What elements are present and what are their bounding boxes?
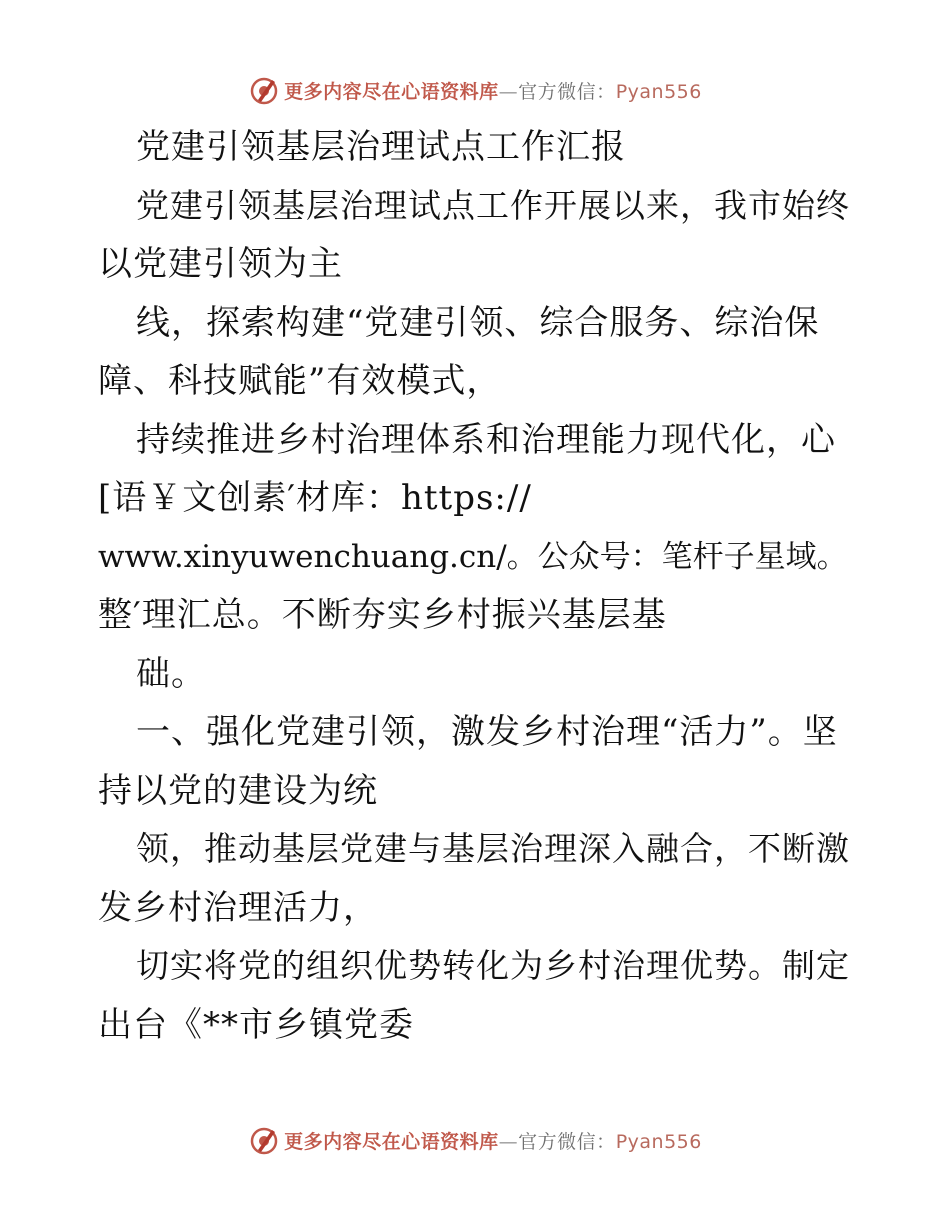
text-line: 整′理汇总。不断夯实乡村振兴基层基 [98,595,667,635]
header-banner [0,70,950,110]
text-line: 领，推动基层党建与基层治理深入融合，不断激 [136,829,850,868]
header-brand: 更多内容尽在心语资料库 [284,80,499,103]
text-line: 切实将党的组织优势转化为乡村治理优势。制定 [136,946,850,985]
text-line: 持以党的建设为统 [98,770,378,811]
text-line: 以党建引领为主 [98,244,343,284]
footer-banner [0,1120,950,1160]
header-official-label: 官方微信： [518,80,616,103]
feather-pen-logo-icon [248,1124,280,1156]
header-wechat-id: Pyan556 [615,80,702,103]
text-line: 出台《**市乡镇党委 [98,1004,414,1045]
text-line: 持续推进乡村治理体系和治理能力现代化，心 [136,419,836,460]
footer-official-label: 官方微信： [518,1130,616,1153]
header-banner-text [284,77,702,104]
text-line: [语￥文创素′材库：https:// [98,478,532,518]
footer-wechat-id: Pyan556 [615,1130,702,1153]
footer-dash: — [498,1130,519,1153]
feather-pen-logo-icon [248,74,280,106]
text-line: 线，探索构建“党建引领、综合服务、综治保 [136,302,820,343]
text-line-url: www.xinyuwenchuang.cn/。公众号：笔杆子星域。 [98,538,848,575]
text-line: 党建引领基层治理试点工作开展以来，我市始终 [136,185,850,225]
document-body [98,118,858,1054]
text-line: 础。 [136,653,206,694]
document-title: 党建引领基层治理试点工作汇报 [136,127,626,167]
text-line: 障、科技赋能”有效模式， [98,361,502,401]
header-dash: — [498,80,519,103]
footer-banner-text [284,1127,702,1154]
footer-brand: 更多内容尽在心语资料库 [284,1130,499,1153]
text-line: 发乡村治理活力， [98,887,378,928]
text-line: 一、强化党建引领，激发乡村治理“活力”。坚 [136,712,838,752]
